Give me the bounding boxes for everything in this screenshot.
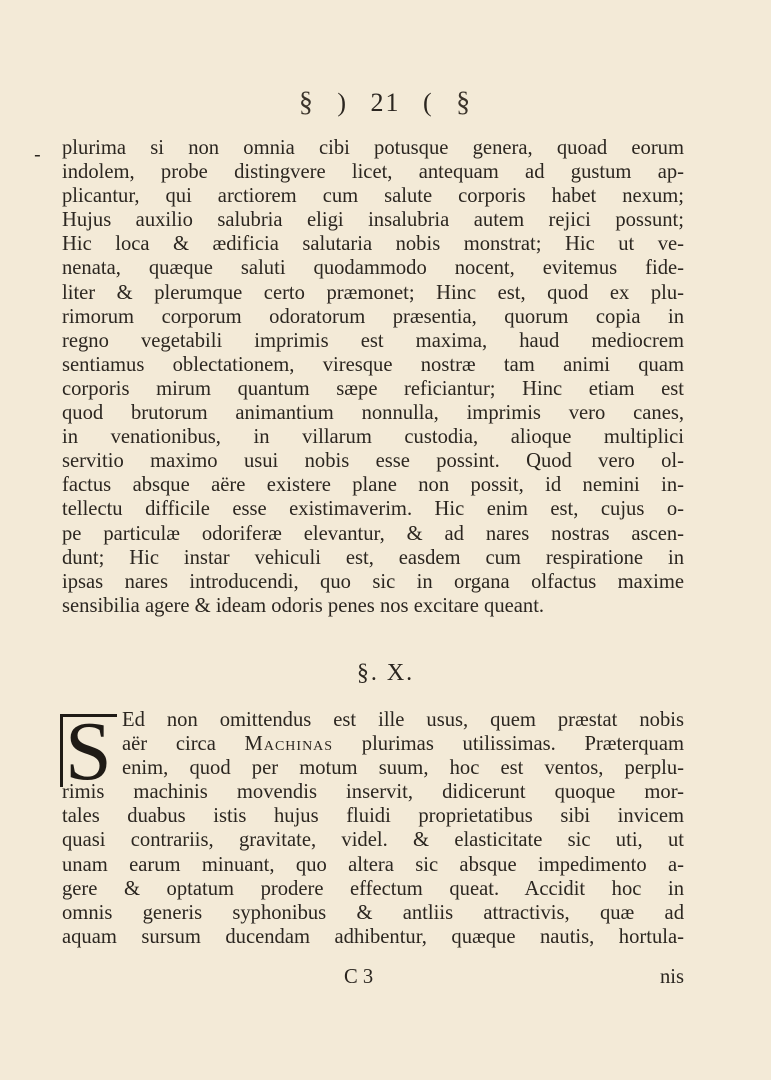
drop-capital: S — [60, 714, 117, 787]
text-line: sentiamus oblectationem, viresque nostræ tam animi quam — [62, 353, 684, 376]
text-line: omnis generis syphonibus & antliis attractivis, quæ ad — [62, 901, 684, 924]
left-ornament-icon: § — [298, 87, 315, 119]
text-line: Ed non omittendus est ille usus, quem præstat nobis — [122, 709, 684, 731]
text-fragment: aër circa — [122, 733, 245, 756]
text-line: gere & optatum prodere effectum queat. Accidit hoc in — [62, 877, 684, 900]
text-line: factus absque aëre existere plane non possit, id nemini in- — [62, 474, 684, 497]
right-ornament-icon: § — [456, 87, 473, 119]
text-line: liter & plerumque certo præmonet; Hinc est, quod ex plu- — [62, 281, 684, 304]
text-line: in venationibus, in villarum custodia, alioque multiplici — [62, 426, 684, 449]
text-line: Hujus auxilio salubria eligi insalubria autem rejici possunt; — [62, 209, 684, 232]
text-line: enim, quod per motum suum, hoc est ventos, perplu- — [122, 757, 684, 780]
text-line: tellectu difficile esse existimaverim. Hic enim est, cujus o- — [62, 498, 684, 521]
section-heading: §. X. — [356, 660, 415, 686]
text-line: tales duabus istis hujus fluidi proprietatibus sibi invicem — [62, 805, 684, 828]
page-number: 21 — [370, 88, 401, 118]
text-line: quasi contrariis, gravitate, videl. & elasticitate sic uti, ut — [62, 829, 684, 852]
text-line: dunt; Hic instar vehiculi est, easdem cum respiratione in — [62, 546, 684, 569]
header-open-paren: ) — [337, 88, 348, 118]
text-line: nenata, quæque saluti quodammodo nocent, evitemus fide- — [62, 257, 684, 280]
text-line: rimorum corporum odoratorum præsentia, quorum copia in — [62, 305, 684, 328]
text-line: plicantur, qui arctiorem cum salute corporis habet nexum; — [62, 185, 684, 208]
catchword: nis — [659, 966, 684, 988]
smallcaps-word: Machinas — [244, 733, 334, 756]
text-line: corporis mirum quantum sæpe reficiantur; Hinc etiam est — [62, 377, 684, 400]
text-line: indolem, probe distingvere licet, antequam ad gustum ap- — [62, 161, 684, 184]
text-fragment: plurimas utilissimas. Præterquam — [333, 733, 684, 756]
text-line: servitio maximo usui nobis esse possint. Quod vero ol- — [62, 450, 684, 473]
text-line: ipsas nares introducendi, quo sic in organa olfactus maxime — [62, 570, 684, 593]
paragraph-1 — [62, 136, 684, 618]
text-line: aquam sursum ducendam adhibentur, quæque nautis, hortula- — [62, 925, 684, 948]
margin-mark: - — [34, 142, 41, 166]
running-header — [0, 86, 771, 119]
page-footer — [62, 966, 684, 990]
text-line: pe particulæ odoriferæ elevantur, & ad nares nostras ascen- — [62, 522, 684, 545]
text-line: sensibilia agere & ideam odoris penes nos excitare queant. — [62, 594, 545, 617]
header-close-paren: ( — [423, 88, 434, 118]
paragraph-2 — [62, 708, 684, 949]
text-line: plurima si non omnia cibi potusque genera, quoad eorum — [62, 137, 684, 159]
signature-mark: C 3 — [344, 966, 374, 988]
text-line: Hic loca & ædificia salutaria nobis monstrat; Hic ut ve- — [62, 233, 684, 256]
text-line: regno vegetabili imprimis est maxima, haud mediocrem — [62, 329, 684, 352]
text-line: quod brutorum animantium nonnulla, imprimis vero canes, — [62, 402, 684, 425]
text-line: rimis machinis movendis inservit, didicerunt quoque mor- — [62, 781, 684, 804]
text-line — [62, 732, 684, 756]
text-line: unam earum minuant, quo altera sic absque impedimento a- — [62, 853, 684, 876]
